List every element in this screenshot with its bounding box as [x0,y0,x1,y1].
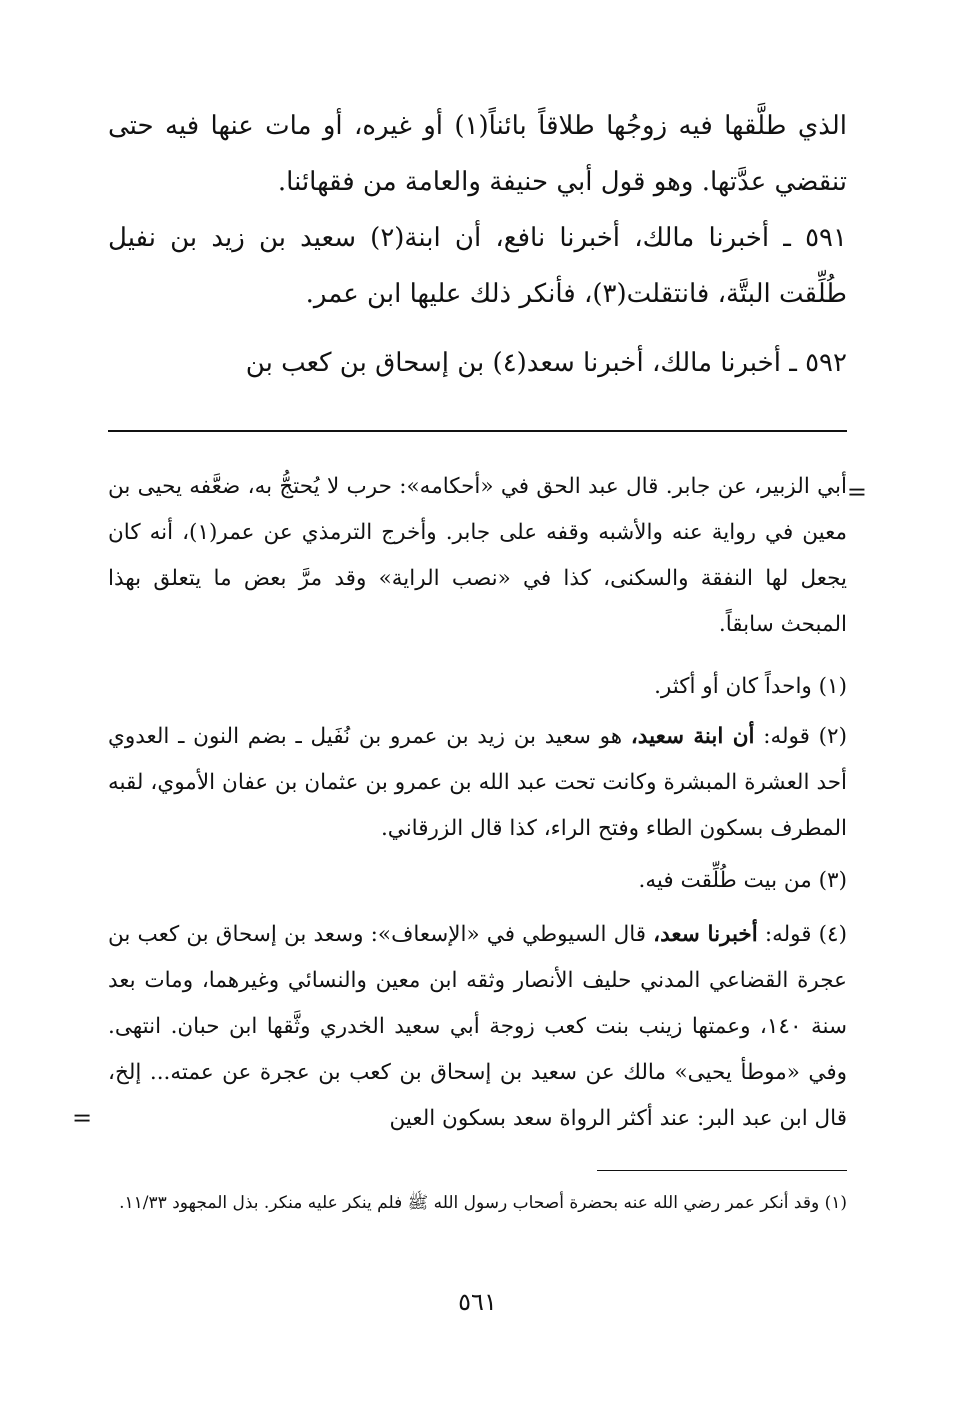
commentary-note-4-number: (٤) قوله: [757,922,847,947]
main-text-separator [108,430,847,432]
commentary-note-2 [108,714,847,852]
footnote-separator [597,1170,847,1171]
footnote-1: (١) وقد أنكر عمر رضي الله عنه بحضرة أصحاب رسول الله ﷺ فلم ينكر عليه منكر. بذل المجهود ١١/٣٣. [119,1193,847,1213]
main-paragraph-591: ٥٩١ ـ أخبرنا مالك، أخبرنا نافع، أن ابنة(٢) سعيد بن زيد بن نفيل طُلِّقت البتَّة، فانتقلت(٣)، فأنكر ذلك عليها ابن عمر. [108,223,847,309]
commentary-note-1: (١) واحداً كان أو أكثر. [654,674,847,699]
commentary-note-3: (٣) من بيت طُلِّقت فيه. [638,868,847,893]
commentary-note-2-number: (٢) قوله: [754,724,847,749]
commentary-note-4 [108,912,847,1142]
page-number: ٥٦١ [458,1288,497,1316]
main-paragraph-1: الذي طلَّقها فيه زوجُها طلاقاً بائناً(١) أو غيره، أو مات عنها فيه حتى تنقضي عدَّتها. وهو قول أبي حنيفة والعامة من فقهائنا. [108,111,847,197]
main-paragraph-592: ٥٩٢ ـ أخبرنا مالك، أخبرنا سعد(٤) بن إسحاق بن كعب بن [245,348,847,378]
commentary-note-2-body: هو سعيد بن زيد بن عمرو بن نُفَيل ـ بضم النون ـ العدوي أحد العشرة المبشرة وكانت تحت عبد الله بن عمرو بن عثمان بن عفان الأموي، لقبه المطرف بسكون الطاء وفتح الراء، كذا قال الزرقاني. [108,724,847,841]
continues-next-page-mark: = [72,1104,93,1132]
commentary-note-4-keyword: أخبرنا سعد، [653,922,758,947]
continued-from-previous-mark: = [846,478,867,506]
commentary-note-4-body: قال السيوطي في «الإسعاف»: وسعد بن إسحاق بن كعب بن عجرة القضاعي المدني حليف الأنصار وثقه ابن معين والنسائي وغيرهما، ومات بعد سنة ١٤٠، وعمتها زينب بنت كعب زوجة أبي سعيد الخدري وثَّقها ابن حبان. انتهى. وفي «موطأ يحيى» مالك عن سعيد بن إسحاق بن كعب بن عجرة عن عمته... إلخ، قال ابن عبد البر: عند أكثر الرواة سعد بسكون العين [108,922,847,1131]
commentary-continued: أبي الزبير، عن جابر. قال عبد الحق في «أحكامه»: حرب لا يُحتجُّ به، ضعَّفه يحيى بن معين في رواية عنه والأشبه وقفه على جابر. وأخرج الترمذي عن عمر(١)، أنه كان يجعل لها النفقة والسكنى، كذا في «نصب الراية» وقد مرَّ بعض ما يتعلق بهذا المبحث سابقاً. [108,474,847,637]
commentary-note-2-keyword: أن ابنة سعيد، [630,724,755,749]
